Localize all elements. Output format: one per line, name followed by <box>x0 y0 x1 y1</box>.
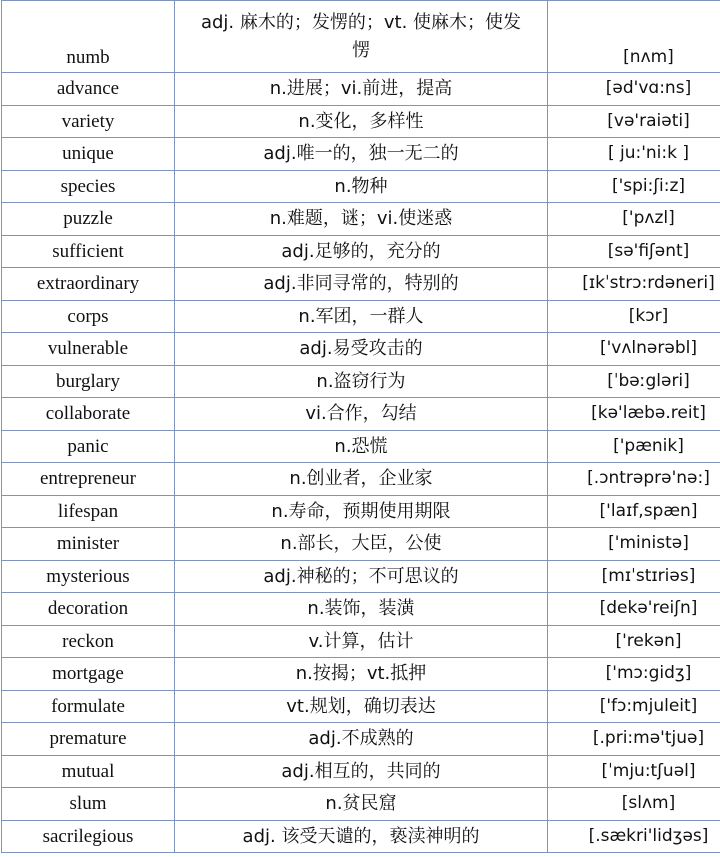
meaning-cell: v.计算，估计 <box>175 625 548 658</box>
word-cell: numb <box>2 1 175 73</box>
phonetic-cell: [sə'fiʃənt] <box>548 235 720 268</box>
phonetic-cell: ['ministə] <box>548 528 720 561</box>
phonetic-cell: ['pænik] <box>548 430 720 463</box>
table-row <box>2 755 720 788</box>
word-cell: lifespan <box>2 495 175 528</box>
phonetic-cell: ['rekən] <box>548 625 720 658</box>
phonetic-cell: ['fɔ:mjuleit] <box>548 690 720 723</box>
word-cell: unique <box>2 138 175 171</box>
table-row <box>2 170 720 203</box>
table-row <box>2 560 720 593</box>
phonetic-cell: [.pri:mə'tjuə] <box>548 723 720 756</box>
word-cell: reckon <box>2 625 175 658</box>
table-row <box>2 398 720 431</box>
word-cell: extraordinary <box>2 268 175 301</box>
phonetic-cell: [.ɔntrəprə'nə:] <box>548 463 720 496</box>
word-cell: collaborate <box>2 398 175 431</box>
word-cell: vulnerable <box>2 333 175 366</box>
phonetic-cell: [ɪkˈstrɔ:rdəneri] <box>548 268 720 301</box>
table-row <box>2 593 720 626</box>
phonetic-cell: [kə'læbə.reit] <box>548 398 720 431</box>
word-cell: species <box>2 170 175 203</box>
word-cell: slum <box>2 788 175 821</box>
word-cell: corps <box>2 300 175 333</box>
table-row <box>2 690 720 723</box>
meaning-cell: adj.非同寻常的，特别的 <box>175 268 548 301</box>
vocabulary-table <box>1 0 720 853</box>
phonetic-cell: [və'raiəti] <box>548 105 720 138</box>
meaning-cell: n.贫民窟 <box>175 788 548 821</box>
meaning-cell: n.寿命，预期使用期限 <box>175 495 548 528</box>
table-row <box>2 495 720 528</box>
table-row <box>2 333 720 366</box>
meaning-cell: adj. 麻木的；发愣的；vt. 使麻木；使发愣 <box>175 1 548 73</box>
vocabulary-table-body <box>2 1 720 853</box>
phonetic-cell: [mɪˈstɪriəs] <box>548 560 720 593</box>
meaning-cell: adj.神秘的；不可思议的 <box>175 560 548 593</box>
phonetic-cell: [ ju:'ni:k ] <box>548 138 720 171</box>
meaning-cell: n.进展；vi.前进，提高 <box>175 73 548 106</box>
table-row <box>2 105 720 138</box>
phonetic-cell: [kɔr] <box>548 300 720 333</box>
meaning-cell: n.创业者，企业家 <box>175 463 548 496</box>
phonetic-cell: ['spi:ʃi:z] <box>548 170 720 203</box>
word-cell: entrepreneur <box>2 463 175 496</box>
word-cell: variety <box>2 105 175 138</box>
word-cell: minister <box>2 528 175 561</box>
meaning-cell: n.部长，大臣，公使 <box>175 528 548 561</box>
meaning-cell: adj.相互的，共同的 <box>175 755 548 788</box>
meaning-cell: adj.不成熟的 <box>175 723 548 756</box>
word-cell: formulate <box>2 690 175 723</box>
meaning-cell: n.盗窃行为 <box>175 365 548 398</box>
phonetic-cell: [.sækri'lidʒəs] <box>548 820 720 853</box>
meaning-cell: n.恐慌 <box>175 430 548 463</box>
word-cell: panic <box>2 430 175 463</box>
phonetic-cell: ['vʌlnərəbl] <box>548 333 720 366</box>
meaning-cell: adj.易受攻击的 <box>175 333 548 366</box>
phonetic-cell: [ˈmju:tʃuəl] <box>548 755 720 788</box>
word-cell: mortgage <box>2 658 175 691</box>
word-cell: mutual <box>2 755 175 788</box>
meaning-cell: n.军团，一群人 <box>175 300 548 333</box>
meaning-cell: n.变化，多样性 <box>175 105 548 138</box>
word-cell: advance <box>2 73 175 106</box>
table-row <box>2 723 720 756</box>
phonetic-cell: [nʌm] <box>548 1 720 73</box>
word-cell: puzzle <box>2 203 175 236</box>
table-row <box>2 528 720 561</box>
phonetic-cell: [əd'vɑ:ns] <box>548 73 720 106</box>
word-cell: decoration <box>2 593 175 626</box>
word-cell: burglary <box>2 365 175 398</box>
meaning-cell: adj.足够的，充分的 <box>175 235 548 268</box>
table-row <box>2 625 720 658</box>
meaning-cell: n.物种 <box>175 170 548 203</box>
word-cell: premature <box>2 723 175 756</box>
table-row <box>2 430 720 463</box>
table-row <box>2 365 720 398</box>
meaning-cell: adj. 该受天谴的，亵渎神明的 <box>175 820 548 853</box>
meaning-cell: adj.唯一的，独一无二的 <box>175 138 548 171</box>
phonetic-cell: [dekə'reiʃn] <box>548 593 720 626</box>
table-row <box>2 73 720 106</box>
table-row <box>2 788 720 821</box>
table-row <box>2 658 720 691</box>
phonetic-cell: ['laɪf,spæn] <box>548 495 720 528</box>
meaning-cell: vt.规划，确切表达 <box>175 690 548 723</box>
word-cell: sacrilegious <box>2 820 175 853</box>
table-row <box>2 138 720 171</box>
phonetic-cell: ['mɔ:gidʒ] <box>548 658 720 691</box>
phonetic-cell: ['pʌzl] <box>548 203 720 236</box>
meaning-cell: n.难题，谜；vi.使迷惑 <box>175 203 548 236</box>
phonetic-cell: [ˈbəːgləri] <box>548 365 720 398</box>
word-cell: sufficient <box>2 235 175 268</box>
phonetic-cell: [slʌm] <box>548 788 720 821</box>
meaning-cell: vi.合作，勾结 <box>175 398 548 431</box>
table-row <box>2 235 720 268</box>
word-cell: mysterious <box>2 560 175 593</box>
table-row <box>2 203 720 236</box>
meaning-cell: n.按揭；vt.抵押 <box>175 658 548 691</box>
table-row <box>2 463 720 496</box>
table-row <box>2 300 720 333</box>
table-row <box>2 1 720 73</box>
table-row <box>2 820 720 853</box>
meaning-cell: n.装饰，装潢 <box>175 593 548 626</box>
table-row <box>2 268 720 301</box>
